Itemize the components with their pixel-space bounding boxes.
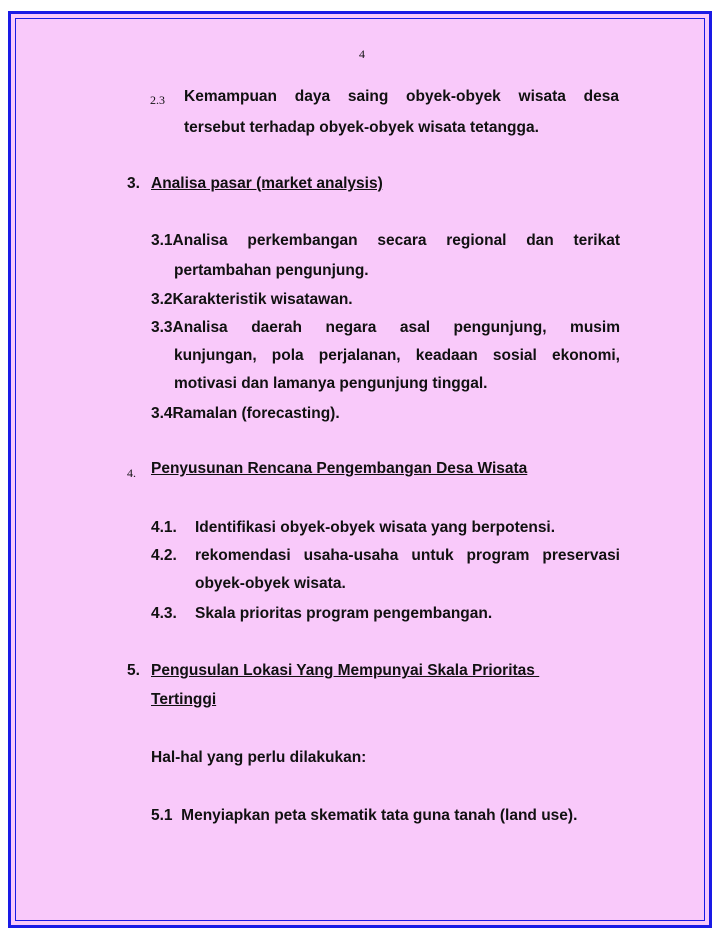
- item-4-2-number: 4.2.: [151, 547, 177, 564]
- item-4-2-line1: rekomendasi usaha-usaha untuk program preservasi: [195, 547, 620, 564]
- item-3-3-line3: motivasi dan lamanya pengunjung tinggal.: [174, 375, 488, 392]
- item-4-1-text: Identifikasi obyek-obyek wisata yang berpotensi.: [195, 519, 556, 536]
- item-3-1-line2: pertambahan pengunjung.: [174, 262, 369, 279]
- section-5-title-line2: Tertinggi: [151, 691, 217, 708]
- section-3-number: 3.: [127, 175, 140, 192]
- item-2-3-number: 2.3: [150, 93, 165, 107]
- item-3-1-line1: 3.1Analisa perkembangan secara regional dan terikat: [151, 232, 620, 249]
- item-2-3-line2: tersebut terhadap obyek-obyek wisata tetangga.: [184, 119, 539, 136]
- section-3-title: Analisa pasar (market analysis): [151, 175, 383, 192]
- item-4-2-line2: obyek-obyek wisata.: [195, 575, 346, 592]
- section-4-number: 4.: [127, 466, 136, 480]
- section-5-intro: Hal-hal yang perlu dilakukan:: [151, 749, 367, 766]
- section-5-number: 5.: [127, 662, 140, 679]
- section-5-title-line1: Pengusulan Lokasi Yang Mempunyai Skala Prioritas: [151, 662, 540, 679]
- item-4-3-text: Skala prioritas program pengembangan.: [195, 605, 493, 622]
- item-3-3-line1: 3.3Analisa daerah negara asal pengunjung, musim: [151, 319, 620, 336]
- item-3-4: 3.4Ramalan (forecasting).: [151, 405, 340, 422]
- item-2-3-line1: Kemampuan daya saing obyek-obyek wisata desa: [184, 88, 619, 105]
- item-4-3-number: 4.3.: [151, 605, 177, 622]
- item-3-2: 3.2Karakteristik wisatawan.: [151, 291, 353, 308]
- section-4-title: Penyusunan Rencana Pengembangan Desa Wisata: [151, 460, 528, 477]
- item-3-3-line2: kunjungan, pola perjalanan, keadaan sosial ekonomi,: [174, 347, 620, 364]
- page-number: 4: [359, 47, 365, 61]
- item-4-1-number: 4.1.: [151, 519, 177, 536]
- item-5-1: 5.1 Menyiapkan peta skematik tata guna tanah (land use).: [151, 807, 578, 824]
